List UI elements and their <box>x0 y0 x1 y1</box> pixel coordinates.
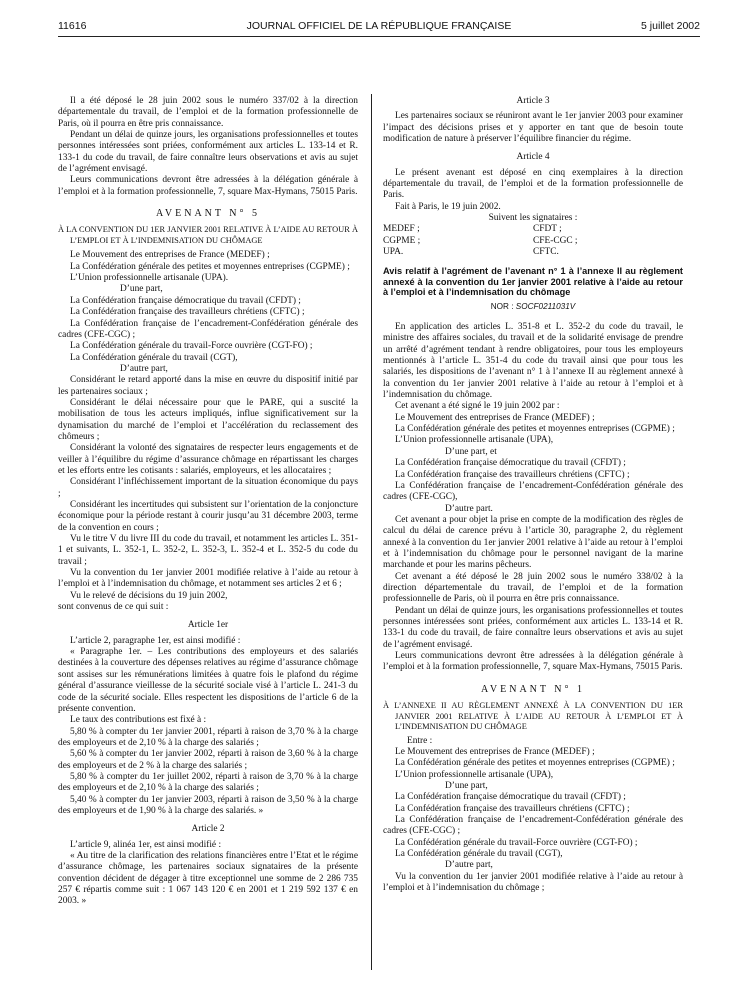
nor-code: SOCF0211031V <box>515 301 576 311</box>
party: La Confédération générale du travail-Force ouvrière (CGT-FO) ; <box>395 837 638 848</box>
nor-label: NOR : <box>490 301 514 311</box>
party: La Confédération générale des petites et moyennes entreprises (CGPME) ; <box>395 758 675 769</box>
rate-item: 5,40 % à compter du 1er janvier 2003, réparti à raison de 3,50 % à la charge des employeurs et de 1,90 % à la charge des salariés. » <box>58 794 358 816</box>
article-3-title: Article 3 <box>516 96 550 106</box>
signatory: UPA. <box>383 247 404 258</box>
avenant-subtitle: À LA CONVENTION DU 1ER JANVIER 2001 RELATIVE À L’AIDE AU RETOUR À L’EMPLOI ET À L’INDEMNISATION DU CHÔMAGE <box>58 225 358 245</box>
considerant: Considérant les incertitudes qui subsistent sur l’orientation de la conjoncture économique pour la période restant à courir jusqu’au 31 décembre 2003, terme de la convention en cours ; <box>58 500 358 533</box>
right-column <box>383 96 683 894</box>
signatories <box>383 224 683 258</box>
considerant: Vu la convention du 1er janvier 2001 modifiée relative à l’aide au retour à l’emploi et à l’indemnisation du chômage, et notamment ses articles 2 et 6 ; <box>58 568 358 590</box>
signatory: MEDEF ; <box>383 224 420 235</box>
party: Le Mouvement des entreprises de France (MEDEF) ; <box>70 250 270 261</box>
party: La Confédération générale des petites et moyennes entreprises (CGPME) ; <box>395 424 675 435</box>
party: La Confédération générale du travail (CGT), <box>70 352 238 363</box>
paragraph: Il a été déposé le 28 juin 2002 sous le numéro 337/02 à la direction départementale du travail, de l’emploi et de la formation professionnelle de Paris, où il pourra en être pris connaissance. <box>58 96 358 129</box>
party: La Confédération française de l’encadrement-Confédération générale des cadres (CFE-CGC) ; <box>383 814 683 837</box>
entre: Entre : <box>407 735 433 746</box>
party: La Confédération française démocratique du travail (CFDT) ; <box>70 295 301 306</box>
parties-list <box>58 250 358 375</box>
avenant-1-subtitle: À L’ANNEXE II AU RÈGLEMENT ANNEXÉ À LA CONVENTION DU 1ER JANVIER 2001 RELATIVE À L’AIDE AU RETOUR À L’EMPLOI ET À L’INDEMNISATION DU CHÔMAGE <box>383 701 683 732</box>
party: L’Union professionnelle artisanale (UPA), <box>395 435 554 446</box>
left-column <box>58 96 358 908</box>
objet: Cet avenant a pour objet la prise en compte de la modification des règles de calcul du délai de carence prévu à l’article 30, paragraphe 2, du règlement annexé à la convention du 1er janvier 2001 relative à l’aide au retour à l’emploi et à l’indemnisation du chômage pour le personnel navigant de la marine marchande et pour les marins pêcheurs. <box>383 514 683 571</box>
party: La Confédération générale du travail (CGT), <box>395 848 563 859</box>
party-separator: D’autre part, <box>120 363 168 374</box>
conclusion: sont convenus de ce qui suit : <box>58 602 169 613</box>
article-1-rates-intro: Le taux des contributions est fixé à : <box>70 715 207 726</box>
article-3-text: Les partenaires sociaux se réuniront avant le 1er janvier 2003 pour examiner l’impact des décisions prises et y apporter en tant que de besoin toute modification de nature à préserver l’équilibre financier du régime. <box>383 111 683 145</box>
party: L’Union professionnelle artisanale (UPA), <box>395 769 554 780</box>
party-separator: D’une part, <box>120 284 163 295</box>
signatory: CGPME ; <box>383 235 421 246</box>
party: La Confédération française des travailleurs chrétiens (CFTC) ; <box>395 803 630 814</box>
fait-a: Fait à Paris, le 19 juin 2002. <box>395 201 501 212</box>
article-1-quote: « Paragraphe 1er. – Les contributions des employeurs et des salariés destinées à la couverture des dépenses relatives au régime d’assurance chômage sont assises sur les rémunérations limitées à quatre fois le plafond du régime général d’assurance vieillesse de la sécurité sociale visé à l’article L. 241-3 du code de la sécurité sociale. Elles respectent les dispositions de l’article 6 de la présente convention. <box>58 647 358 714</box>
considerant: Vu le relevé de décisions du 19 juin 2002, <box>70 590 228 601</box>
journal-title: JOURNAL OFFICIEL DE LA RÉPUBLIQUE FRANÇAISE <box>246 20 512 32</box>
suivent-signataires: Suivent les signataires : <box>488 213 578 224</box>
article-2-intro: L’article 9, alinéa 1er, est ainsi modifié : <box>70 839 222 850</box>
party: Le Mouvement des entreprises de France (MEDEF) ; <box>395 412 595 423</box>
party: La Confédération française de l’encadrement-Confédération générale des cadres (CFE-CGC), <box>383 480 683 503</box>
party: Le Mouvement des entreprises de France (MEDEF) ; <box>395 746 595 757</box>
rate-item: 5,80 % à compter du 1er janvier 2001, réparti à raison de 3,70 % à la charge des employeurs et de 2,10 % à la charge des salariés ; <box>58 726 358 748</box>
nor-reference <box>383 301 683 312</box>
party-separator: D’autre part. <box>445 503 493 514</box>
party: La Confédération française démocratique du travail (CFDT) ; <box>395 458 626 469</box>
avis-body: En application des articles L. 351-8 et L. 352-2 du code du travail, le ministre des affaires sociales, du travail et de la solidarité envisage de prendre un arrêté d’agrément tendant à rendre obligatoires, pour tous les employeurs mentionnés à l’article L. 351-4 du code du travail ainsi que pour tous les salariés, les dispositions de l’avenant n° 1 à l’annexe II au règlement annexé à la convention du 1er janvier 2001 relative à l’aide au retour à l’emploi et à l’indemnisation du chômage. <box>383 322 683 401</box>
signatory: CFE-CGC ; <box>533 235 578 246</box>
rate-item: 5,60 % à compter du 1er janvier 2002, réparti à raison de 3,60 % à la charge des employeurs et de 2 % à la charge des salariés ; <box>58 749 358 771</box>
page-number: 11616 <box>58 20 87 32</box>
article-4-title: Article 4 <box>516 152 550 163</box>
article-4-text: Le présent avenant est déposé en cinq exemplaires à la direction départementale du travail, de l’emploi et de la formation professionnelle de Paris. <box>383 167 683 201</box>
party: La Confédération française des travailleurs chrétiens (CFTC) ; <box>395 469 630 480</box>
considerant: Considérant le délai nécessaire pour que le PARE, qui a suscité la mobilisation de tous les acteurs impliqués, influe significativement sur la dynamisation du marché de l’emploi et l’accélération du reclassement des chômeurs ; <box>58 397 358 442</box>
avenant-1-title: AVENANT N° 1 <box>480 683 586 695</box>
considerant: Considérant l’infléchissement important de la situation économique du pays ; <box>58 477 358 499</box>
article-1-intro: L’article 2, paragraphe 1er, est ainsi modifié : <box>70 635 241 646</box>
party-separator: D’une part, <box>445 780 488 791</box>
party-separator: D’autre part, <box>445 860 493 871</box>
article-2-quote: « Au titre de la clarification des relations financières entre l’Etat et le régime d’assurance chômage, les partenaires sociaux signataires de la présente convention décident de dégager à titre exceptionnel une somme de 2 286 735 257 € répartis comme suit : 1 067 143 120 € en 2001 et 1 219 592 137 € en 2003. » <box>58 850 358 907</box>
party: La Confédération française démocratique du travail (CFDT) ; <box>395 792 626 803</box>
considerant: Vu le titre V du livre III du code du travail, et notamment les articles L. 351-1 et suivants, L. 352-1, L. 352-2, L. 352-3, L. 352-4 et L. 352-5 du code du travail ; <box>58 534 358 567</box>
party: La Confédération française des travailleurs chrétiens (CFTC) ; <box>70 307 305 318</box>
party: La Confédération générale des petites et moyennes entreprises (CGPME) ; <box>70 261 350 272</box>
paragraph: Pendant un délai de quinze jours, les organisations professionnelles et toutes personnes intéressées sont priées, conformément aux articles L. 133-14 et R. 133-1 du code du travail, de faire connaître leurs observations et avis au sujet de l’agrément envisagé. <box>58 130 358 175</box>
column-divider <box>371 94 372 970</box>
party: La Confédération générale du travail-Force ouvrière (CGT-FO) ; <box>70 341 313 352</box>
depose: Cet avenant a été déposé le 28 juin 2002 sous le numéro 338/02 à la direction départementale du travail, de l’emploi et de la formation professionnelle de Paris, où il pourra en être pris connaissance. <box>383 571 683 605</box>
considerant: Considérant le retard apporté dans la mise en œuvre du dispositif initié par les partenaires sociaux ; <box>58 375 358 397</box>
communications: Leurs communications devront être adressées à la délégation générale à l’emploi et à la formation professionnelle, 7, square Max-Hymans, 75015 Paris. <box>383 651 683 673</box>
signe-par: Cet avenant a été signé le 19 juin 2002 par : <box>395 401 560 412</box>
rate-item: 5,80 % à compter du 1er juillet 2002, réparti à raison de 3,70 % à la charge des employeurs et de 2,10 % à la charge des salariés ; <box>58 771 358 794</box>
considerant: Considérant la volonté des signataires de respecter leurs engagements et de veiller à l’équilibre du régime d’assurance chômage en répartissant les charges et les efforts entre les cotisants : salariés, employeurs, et les allocataires ; <box>58 443 358 476</box>
article-2-title: Article 2 <box>191 824 225 835</box>
avenant-title: AVENANT N° 5 <box>155 208 261 220</box>
header-rule <box>58 36 700 37</box>
signatory: CFTC. <box>533 247 559 258</box>
signatory: CFDT ; <box>533 224 562 235</box>
party-separator: D’une part, et <box>445 446 497 457</box>
article-1-title: Article 1er <box>187 620 229 631</box>
paragraph: Leurs communications devront être adressées à la délégation générale à l’emploi et à la formation professionnelle, 7, square Max-Hymans, 75015 Paris. <box>58 175 358 197</box>
delai: Pendant un délai de quinze jours, les organisations professionnelles et toutes personnes intéressées sont priées, conformément aux articles L. 133-14 et R. 133-1 du code du travail, de faire connaître leurs observations et avis au sujet de l’agrément envisagé. <box>383 605 683 650</box>
party: L’Union professionnelle artisanale (UPA). <box>70 273 229 284</box>
avis-title: Avis relatif à l’agrément de l’avenant n° 1 à l’annexe II au règlement annexé à la convention du 1er janvier 2001 relative à l’aide au retour à l’emploi et à l’indemnisation du chômage <box>383 266 683 298</box>
issue-date: 5 juillet 2002 <box>641 20 700 32</box>
vu: Vu la convention du 1er janvier 2001 modifiée relative à l’aide au retour à l’emploi et à l’indemnisation du chômage ; <box>383 871 683 893</box>
party: La Confédération française de l’encadrement-Confédération générale des cadres (CFE-CGC) ; <box>58 318 358 340</box>
